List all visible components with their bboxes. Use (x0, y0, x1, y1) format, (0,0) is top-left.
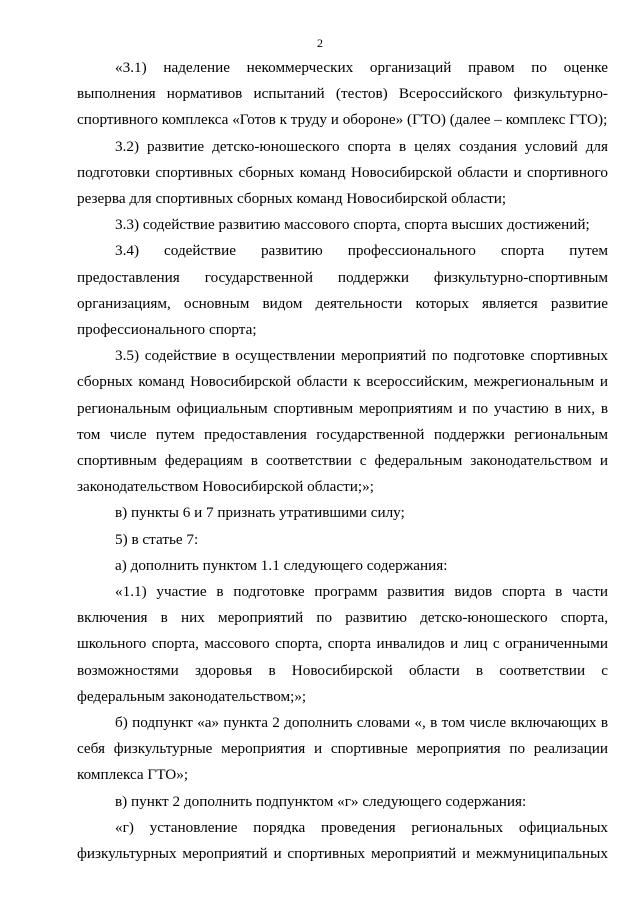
paragraph-3-5: 3.5) содействие в осуществлении мероприятий по подготовке спортивных сборных команд Новосибирской области к всероссийским, межрегиональным и региональным официальным спортивным мероприятиям и по участию в них, в том числе путем предоставления государственной поддержки региональным спортивным федерациям в соответствии с федеральным законодательством и законодательством Новосибирской области;»; (77, 347, 608, 496)
paragraph-v-add-g: в) пункт 2 дополнить подпунктом «г» следующего содержания: (115, 792, 527, 810)
page-number: 2 (317, 36, 323, 50)
paragraph-3-3: 3.3) содействие развитию массового спорта, спорта высших достижений; (115, 216, 590, 234)
paragraph-b-subitem-a: б) подпункт «а» пункта 2 дополнить словами «, в том числе включающих в себя физкультурные мероприятия и спортивные мероприятия по реализации комплекса ГТО»; (77, 714, 608, 784)
paragraph-3-2: 3.2) развитие детско-юношеского спорта в целях создания условий для подготовки спортивных сборных команд Новосибирской области и спортивного резерва для спортивных сборных команд Новосибирской области; (77, 137, 608, 208)
paragraph-3-1: «3.1) наделение некоммерческих организаций правом по оценке выполнения нормативов испытаний (тестов) Всероссийского физкультурно-спортивного комплекса «Готов к труду и обороне» (ГТО) (далее – комплекс ГТО); (77, 59, 608, 129)
paragraph-a-add-1-1: а) дополнить пунктом 1.1 следующего содержания: (115, 556, 448, 574)
paragraph-g: «г) установление порядка проведения региональных официальных физкультурных мероприятий и спортивных мероприятий и межмуниципальных (77, 818, 608, 863)
paragraph-3-4: 3.4) содействие развитию профессионального спорта путем предоставления государственной поддержки физкультурно-спортивным организациям, основным видом деятельности которых является развитие профессионального спорта; (77, 242, 608, 339)
paragraph-article-7: 5) в статье 7: (115, 530, 199, 548)
document-body (77, 55, 608, 867)
paragraph-1-1: «1.1) участие в подготовке программ развития видов спорта в части включения в них мероприятий по развитию детско-юношеского спорта, школьного спорта, массового спорта, спорта инвалидов и лиц с ограниченными возможностями здоровья в Новосибирской области в соответствии с федеральным законодательством;»; (77, 583, 608, 705)
paragraph-v-repeal: в) пункты 6 и 7 признать утратившими силу; (115, 504, 405, 522)
